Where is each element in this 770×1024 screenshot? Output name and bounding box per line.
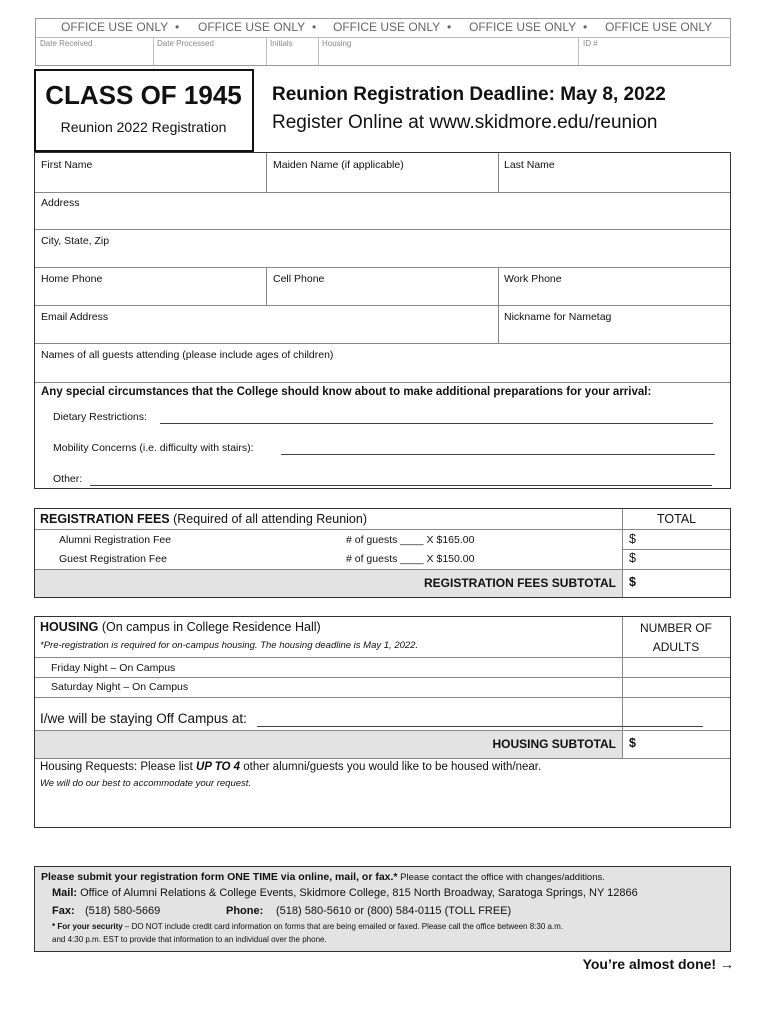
cell-phone-field[interactable]: Cell Phone: [273, 273, 325, 285]
nickname-field[interactable]: Nickname for Nametag: [504, 311, 612, 323]
office-use-label: OFFICE USE ONLY: [333, 20, 441, 34]
city-state-zip-field[interactable]: City, State, Zip: [41, 235, 110, 247]
friday-night-label: Friday Night – On Campus: [51, 662, 176, 674]
office-use-label: OFFICE USE ONLY: [198, 20, 306, 34]
last-name-field[interactable]: Last Name: [504, 159, 555, 171]
home-phone-field[interactable]: Home Phone: [41, 273, 103, 285]
fax-number: (518) 580-5669: [85, 905, 161, 917]
class-subtitle: Reunion 2022 Registration: [60, 119, 227, 135]
personal-info-form: [34, 152, 731, 489]
fax-info: Fax:: [52, 905, 75, 917]
class-title-box: [34, 69, 254, 152]
housing-note: *Pre-registration is required for on-campus housing. The housing deadline is May 1, 2022.: [40, 640, 419, 651]
mobility-label: Mobility Concerns (i.e. difficulty with stairs):: [53, 442, 254, 454]
housing-requests-note: We will do our best to accommodate your request.: [40, 778, 252, 789]
alumni-fee-total[interactable]: $: [629, 532, 636, 546]
separator-dot: •: [583, 20, 588, 34]
housing-requests-input[interactable]: [36, 793, 729, 825]
off-campus-input-line[interactable]: [257, 726, 703, 727]
mail-info: Mail: Office of Alumni Relations & College Events, Skidmore College, 815 North Broadway, Saratoga Springs, NY 12866: [52, 887, 638, 899]
almost-done-text: You’re almost done! →: [582, 956, 734, 972]
date-processed-field[interactable]: Date Processed: [157, 39, 214, 48]
work-phone-field[interactable]: Work Phone: [504, 273, 562, 285]
id-field[interactable]: ID #: [583, 39, 598, 48]
alumni-guest-count[interactable]: # of guests ____ X $165.00: [346, 534, 475, 546]
office-use-label: OFFICE USE ONLY: [61, 20, 169, 34]
security-note-line2: and 4:30 p.m. EST to provide that information to an individual over the phone.: [52, 935, 327, 944]
fees-subtotal-label: REGISTRATION FEES SUBTOTAL: [423, 576, 616, 590]
separator-dot: •: [447, 20, 452, 34]
separator-dot: •: [312, 20, 317, 34]
special-circumstances-heading: Any special circumstances that the College should know about to make additional preparations for your arrival:: [41, 386, 652, 398]
office-use-header: [36, 20, 730, 38]
phone-info: Phone:: [226, 905, 264, 917]
total-header: TOTAL: [657, 512, 697, 526]
email-field[interactable]: Email Address: [41, 311, 109, 323]
off-campus-label: I/we will be staying Off Campus at:: [40, 711, 247, 726]
maiden-name-field[interactable]: Maiden Name (if applicable): [273, 159, 404, 171]
other-input-line[interactable]: [90, 485, 712, 486]
dietary-label: Dietary Restrictions:: [53, 411, 147, 423]
registration-deadline: Reunion Registration Deadline: May 8, 2022: [272, 84, 666, 105]
guest-fee-label: Guest Registration Fee: [59, 553, 167, 565]
date-received-field[interactable]: Date Received: [40, 39, 93, 48]
initials-field[interactable]: Initials: [270, 39, 293, 48]
saturday-night-label: Saturday Night – On Campus: [51, 681, 189, 693]
submit-instructions: Please submit your registration form ONE TIME via online, mail, or fax.* Please contact the office with changes/additions.: [41, 871, 605, 883]
class-title: CLASS OF 1945: [45, 80, 242, 110]
housing-field[interactable]: Housing: [322, 39, 352, 48]
friday-night-count[interactable]: [623, 658, 730, 677]
guest-guest-count[interactable]: # of guests ____ X $150.00: [346, 553, 475, 565]
dietary-input-line[interactable]: [160, 423, 713, 424]
housing-subtotal-label: HOUSING SUBTOTAL: [492, 737, 616, 751]
guest-fee-total[interactable]: $: [629, 551, 636, 565]
guests-field[interactable]: Names of all guests attending (please include ages of children): [41, 349, 334, 361]
housing-table: [34, 616, 731, 828]
housing-requests-label: Housing Requests: Please list UP TO 4 other alumni/guests you would like to be housed with/near.: [40, 761, 542, 773]
arrow-right-icon: →: [720, 956, 734, 972]
submission-info-box: [34, 866, 731, 952]
office-use-bar: [35, 18, 731, 66]
mobility-input-line[interactable]: [281, 454, 715, 455]
number-of-adults-header: NUMBER OF: [640, 621, 712, 635]
first-name-field[interactable]: First Name: [41, 159, 93, 171]
register-online: Register Online at www.skidmore.edu/reunion: [272, 112, 658, 133]
fees-subtotal-value[interactable]: $: [629, 575, 636, 589]
separator-dot: •: [175, 20, 180, 34]
office-use-label: OFFICE USE ONLY: [605, 20, 713, 34]
office-use-label: OFFICE USE ONLY: [469, 20, 577, 34]
number-of-adults-header-2: ADULTS: [652, 640, 700, 654]
alumni-fee-label: Alumni Registration Fee: [59, 534, 172, 546]
housing-subtotal-value[interactable]: $: [629, 736, 636, 750]
other-label: Other:: [53, 473, 83, 485]
fees-title: REGISTRATION FEES (Required of all attending Reunion): [40, 512, 367, 526]
security-note: * For your security – DO NOT include credit card information on forms that are being emailed or faxed. Please call the office between 8:30 a.m.: [52, 922, 564, 931]
saturday-night-count[interactable]: [623, 678, 730, 697]
housing-title: HOUSING (On campus in College Residence Hall): [40, 620, 321, 634]
address-field[interactable]: Address: [41, 197, 80, 209]
registration-fees-table: [34, 508, 731, 598]
phone-numbers: (518) 580-5610 or (800) 584-0115 (TOLL FREE): [276, 905, 512, 917]
